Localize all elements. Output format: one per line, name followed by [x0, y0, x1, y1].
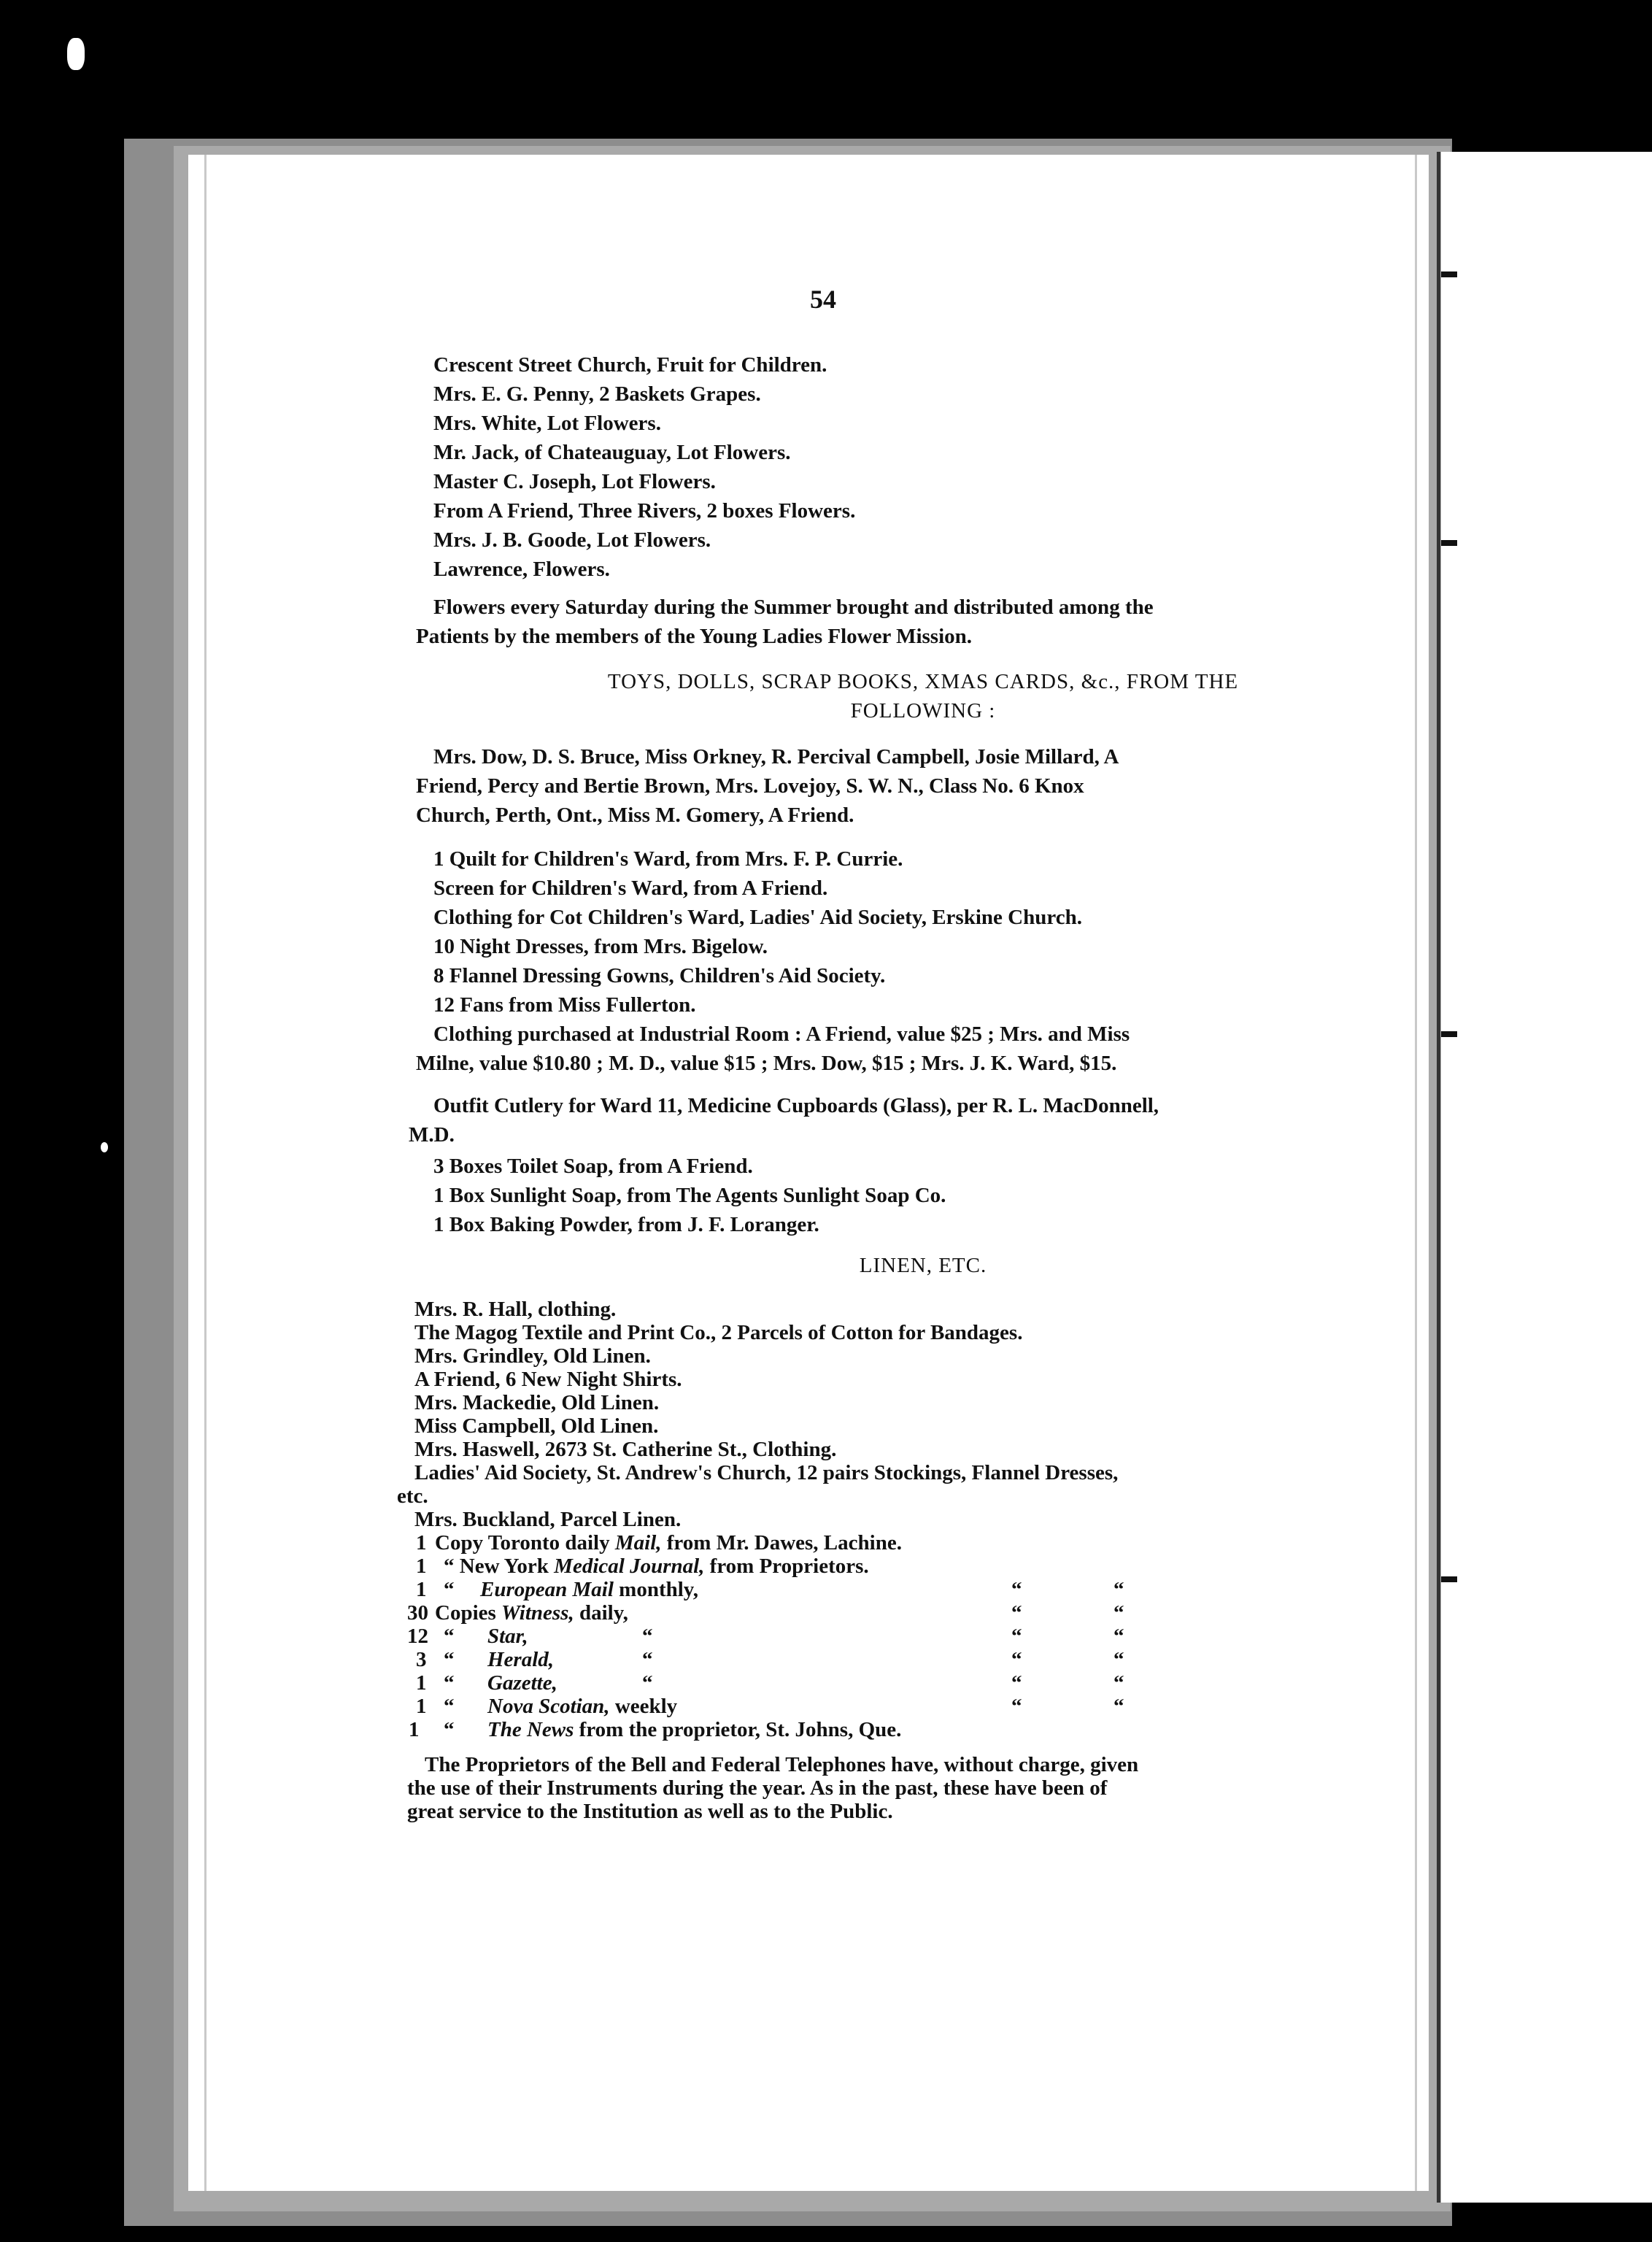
- paper-row: [188, 1625, 1429, 1648]
- ditto-mark: “: [1011, 1671, 1022, 1695]
- ditto-mark: “: [1011, 1578, 1022, 1601]
- list-item: Crescent Street Church, Fruit for Children.: [433, 353, 827, 377]
- list-item: Clothing purchased at Industrial Room : A Friend, value $25 ; Mrs. and Miss: [433, 1022, 1130, 1046]
- paper-row: [188, 1648, 1429, 1671]
- paper-rest: “: [642, 1671, 653, 1695]
- ditto-mark: “: [1113, 1625, 1124, 1648]
- paper-mid: “: [444, 1718, 455, 1741]
- list-item: 12 Fans from Miss Fullerton.: [433, 993, 696, 1017]
- list-item: Master C. Joseph, Lot Flowers.: [433, 470, 716, 493]
- list-item: From A Friend, Three Rivers, 2 boxes Flowers.: [433, 499, 856, 523]
- binding-thread: [1441, 1576, 1457, 1582]
- list-item: 1 Box Baking Powder, from J. F. Loranger.: [433, 1213, 819, 1236]
- list-item: Mrs. R. Hall, clothing.: [414, 1298, 617, 1321]
- paper-title: Medical Journal,: [554, 1555, 705, 1578]
- list-item: Mrs. E. G. Penny, 2 Baskets Grapes.: [433, 382, 761, 406]
- paper-title: The News: [487, 1718, 574, 1741]
- paper-qty: 1: [416, 1671, 427, 1695]
- newspapers-list: [188, 1531, 1429, 1743]
- paper-rest: “: [642, 1625, 653, 1648]
- paragraph-line: M.D.: [409, 1123, 455, 1147]
- list-item: Miss Campbell, Old Linen.: [414, 1414, 659, 1438]
- donations-list-fruit-flowers: [433, 350, 855, 584]
- list-item: 3 Boxes Toilet Soap, from A Friend.: [433, 1155, 753, 1178]
- paper-rest: from Mr. Dawes, Lachine.: [666, 1531, 902, 1555]
- paragraph-line: the use of their Instruments during the year. As in the past, these have been of: [407, 1776, 1108, 1800]
- paper-row: [188, 1555, 1429, 1578]
- list-item: Mrs. Mackedie, Old Linen.: [414, 1391, 660, 1414]
- paper-desc: [487, 1718, 901, 1741]
- ditto-mark: “: [1113, 1601, 1124, 1625]
- linen-list: [397, 1298, 1118, 1531]
- list-item: etc.: [397, 1484, 428, 1508]
- paper-title: Mail,: [614, 1531, 662, 1555]
- paper-qty: 1: [416, 1555, 427, 1578]
- linen-heading: LINEN, ETC.: [859, 1254, 987, 1277]
- paragraph-line: Mrs. Dow, D. S. Bruce, Miss Orkney, R. Percival Campbell, Josie Millard, A: [433, 745, 1119, 768]
- list-item: Milne, value $10.80 ; M. D., value $15 ; Mrs. Dow, $15 ; Mrs. J. K. Ward, $15.: [416, 1052, 1117, 1075]
- paper-row: [188, 1695, 1429, 1718]
- ditto-mark: “: [1113, 1578, 1124, 1601]
- ditto-mark: “: [1113, 1648, 1124, 1671]
- ditto-mark: “: [1113, 1671, 1124, 1695]
- paper-qty: 1: [416, 1578, 427, 1601]
- paper-qty: 1: [416, 1531, 427, 1555]
- paper-title: Nova Scotian,: [487, 1695, 610, 1718]
- paper-qty: 3: [416, 1648, 427, 1671]
- page-number: 54: [810, 285, 836, 314]
- page-edge-line: [204, 155, 206, 2191]
- toys-heading: [416, 667, 1430, 725]
- flowers-paragraph: [416, 593, 1154, 651]
- paragraph-line: Patients by the members of the Young Ladies Flower Mission.: [416, 625, 973, 648]
- list-item: Clothing for Cot Children's Ward, Ladies' Aid Society, Erskine Church.: [433, 906, 1082, 929]
- binding-thread: [1441, 540, 1457, 546]
- paper-desc: [487, 1695, 677, 1718]
- paper-rest: from the proprietor, St. Johns, Que.: [579, 1718, 902, 1741]
- ditto-mark: “: [1113, 1695, 1124, 1718]
- paper-desc: [435, 1601, 628, 1625]
- list-item: Lawrence, Flowers.: [433, 558, 610, 581]
- paper-desc: [480, 1578, 698, 1601]
- paper-mid: “ New York: [444, 1555, 549, 1578]
- list-item: The Magog Textile and Print Co., 2 Parcels of Cotton for Bandages.: [414, 1321, 1023, 1344]
- paper-title: Gazette,: [487, 1671, 557, 1695]
- paper-qty: 30: [407, 1601, 428, 1625]
- right-page: [1441, 152, 1652, 2203]
- page: [188, 155, 1429, 2191]
- paper-row: [188, 1718, 1429, 1741]
- binding-thread: [1441, 271, 1457, 277]
- list-item: Screen for Children's Ward, from A Friend.: [433, 877, 828, 900]
- paper-row: [188, 1601, 1429, 1625]
- list-item: Mrs. White, Lot Flowers.: [433, 412, 661, 435]
- paper-qty: 1: [409, 1718, 420, 1741]
- list-item: Mrs. J. B. Goode, Lot Flowers.: [433, 528, 711, 552]
- paper-mid: “: [444, 1648, 455, 1671]
- list-item: A Friend, 6 New Night Shirts.: [414, 1368, 682, 1391]
- paper-mid: “: [444, 1695, 455, 1718]
- paper-title: European Mail: [480, 1578, 614, 1601]
- donations-list-wards: [416, 844, 1130, 1078]
- paper-mid: Copies: [435, 1601, 496, 1625]
- paragraph-line: Flowers every Saturday during the Summer brought and distributed among the: [433, 596, 1154, 619]
- paper-mid: “: [444, 1578, 455, 1601]
- paper-rest: daily,: [579, 1601, 628, 1625]
- list-item: Mrs. Grindley, Old Linen.: [414, 1344, 651, 1368]
- list-item: 1 Quilt for Children's Ward, from Mrs. F. P. Currie.: [433, 847, 903, 871]
- paper-title: Witness,: [501, 1601, 574, 1625]
- paper-row: [188, 1531, 1429, 1555]
- toys-donors-paragraph: [416, 742, 1119, 830]
- closing-paragraph: [407, 1753, 1138, 1823]
- list-item: 1 Box Sunlight Soap, from The Agents Sunlight Soap Co.: [433, 1184, 946, 1207]
- list-item: Mrs. Buckland, Parcel Linen.: [414, 1508, 682, 1531]
- scan-speck: [101, 1142, 108, 1152]
- list-item: Ladies' Aid Society, St. Andrew's Church, 12 pairs Stockings, Flannel Dresses,: [414, 1461, 1119, 1484]
- paper-mid: “: [444, 1625, 455, 1648]
- ditto-mark: “: [1011, 1695, 1022, 1718]
- scan-speck: [67, 38, 85, 70]
- ditto-mark: “: [1011, 1625, 1022, 1648]
- donations-list-soap: [433, 1152, 946, 1239]
- paragraph-line: Outfit Cutlery for Ward 11, Medicine Cupboards (Glass), per R. L. MacDonnell,: [433, 1094, 1159, 1117]
- binding-thread: [1437, 152, 1440, 2203]
- paper-qty: 1: [416, 1695, 427, 1718]
- paragraph-line: Friend, Percy and Bertie Brown, Mrs. Lovejoy, S. W. N., Class No. 6 Knox: [416, 774, 1084, 798]
- paper-rest: from Proprietors.: [709, 1555, 869, 1578]
- paper-title: Star,: [487, 1625, 528, 1648]
- list-item: 10 Night Dresses, from Mrs. Bigelow.: [433, 935, 768, 958]
- paper-mid: Copy Toronto daily: [435, 1531, 610, 1555]
- paragraph-line: The Proprietors of the Bell and Federal Telephones have, without charge, given: [425, 1753, 1139, 1776]
- paper-rest: monthly,: [619, 1578, 698, 1601]
- paper-row: [188, 1578, 1429, 1601]
- paragraph-line: Church, Perth, Ont., Miss M. Gomery, A Friend.: [416, 804, 854, 827]
- list-item: Mr. Jack, of Chateauguay, Lot Flowers.: [433, 441, 791, 464]
- list-item: Mrs. Haswell, 2673 St. Catherine St., Clothing.: [414, 1438, 837, 1461]
- paper-rest: weekly: [614, 1695, 678, 1718]
- page-edge-line: [1415, 155, 1417, 2191]
- paper-desc: [435, 1531, 902, 1555]
- heading-line: TOYS, DOLLS, SCRAP BOOKS, XMAS CARDS, &c., FROM THE: [607, 670, 1239, 693]
- list-item: 8 Flannel Dressing Gowns, Children's Aid Society.: [433, 964, 886, 987]
- binding-thread: [1441, 1031, 1457, 1037]
- heading-line: FOLLOWING :: [850, 699, 996, 723]
- paper-desc: [444, 1555, 869, 1578]
- paper-qty: 12: [407, 1625, 428, 1648]
- paper-title: Herald,: [487, 1648, 555, 1671]
- paragraph-line: great service to the Institution as well as to the Public.: [407, 1800, 893, 1823]
- outfit-paragraph: [409, 1091, 1159, 1149]
- paper-rest: “: [642, 1648, 653, 1671]
- paper-mid: “: [444, 1671, 455, 1695]
- paper-row: [188, 1671, 1429, 1695]
- ditto-mark: “: [1011, 1648, 1022, 1671]
- ditto-mark: “: [1011, 1601, 1022, 1625]
